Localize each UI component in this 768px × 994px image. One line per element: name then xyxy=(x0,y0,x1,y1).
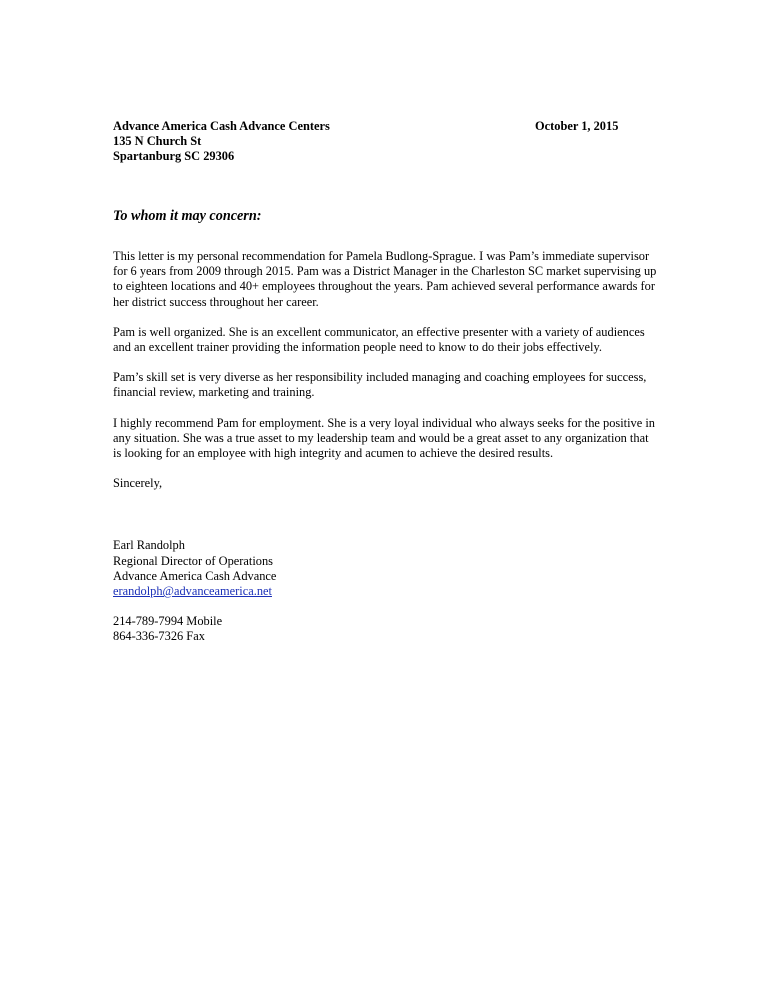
mobile-number: 214-789-7994 Mobile xyxy=(113,614,223,629)
letter-date: October 1, 2015 xyxy=(535,119,619,133)
signer-title: Regional Director of Operations xyxy=(113,553,273,568)
paragraph-recommendation: This letter is my personal recommendation for Pamela Budlong-Sprague. I was Pam’s immediate supervisor for 6 years from 2009 through 2015. Pam was a District Manager in the Charleston SC market supervising up to eighteen locations and 40+ employees throughout the years. Pam achieved several performance awards for her district success throughout her career. xyxy=(113,249,657,309)
signer-company: Advance America Cash Advance xyxy=(113,568,277,583)
letter-header xyxy=(113,119,658,165)
sender-street: 135 N Church St xyxy=(113,134,202,149)
paragraph-skills: Pam’s skill set is very diverse as her responsibility included managing and coaching employees for success, financial review, marketing and training. xyxy=(113,370,647,400)
contact-block xyxy=(113,614,658,644)
paragraph-endorsement: I highly recommend Pam for employment. She is a very loyal individual who always seeks for the positive in any situation. She was a true asset to my leadership team and would be a great asset to any organization that is looking for an employee with high integrity and acumen to achieve the desired results. xyxy=(113,415,655,461)
sender-company: Advance America Cash Advance Centers xyxy=(113,119,330,133)
signer-email-link[interactable]: erandolph@advanceamerica.net xyxy=(113,584,272,599)
fax-number: 864-336-7326 Fax xyxy=(113,629,205,644)
signature-block xyxy=(113,538,658,599)
salutation: To whom it may concern: xyxy=(113,208,262,224)
paragraph-organization: Pam is well organized. She is an excellent communicator, an effective presenter with a variety of audiences and an excellent trainer providing the information people need to know to do their jobs effectively. xyxy=(113,324,645,355)
sender-city: Spartanburg SC 29306 xyxy=(113,149,235,164)
letter-body xyxy=(113,119,658,645)
closing: Sincerely, xyxy=(113,476,163,491)
signer-name: Earl Randolph xyxy=(113,538,185,553)
